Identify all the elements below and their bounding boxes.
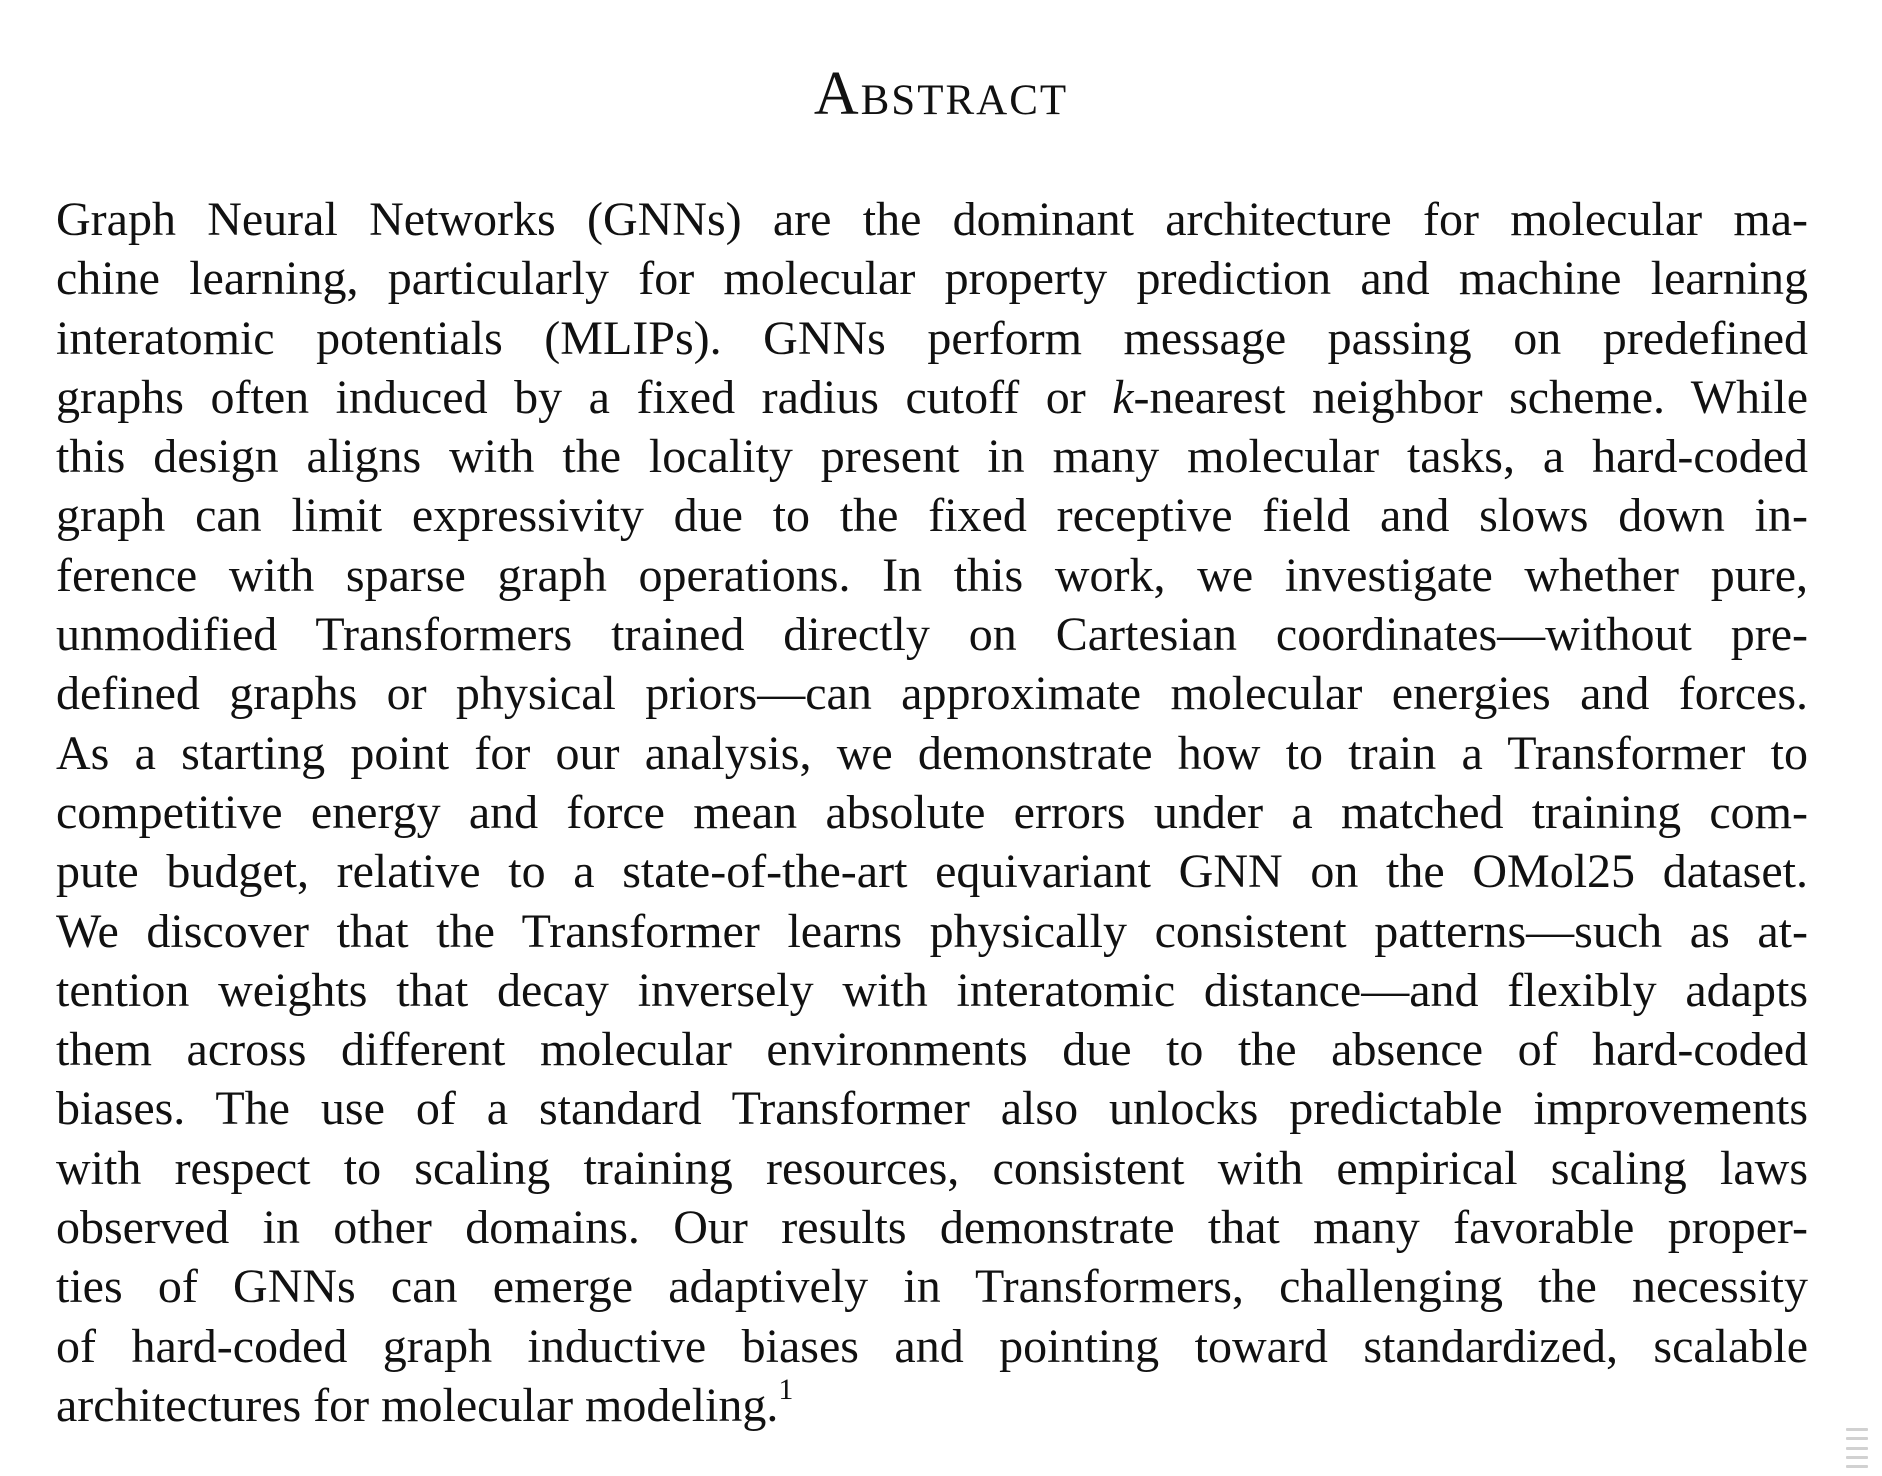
abstract-line-20: of hard-coded graph inductive biases and pointing toward standardized, scalable [56,1319,1808,1373]
abstract-line-10: As a starting point for our analysis, we demonstrate how to train a Transformer to [56,726,1808,780]
abstract-line-15: them across different molecular environments due to the absence of hard-coded [56,1023,1808,1077]
footnote-marker[interactable]: 1 [778,1372,794,1406]
abstract-line-21 [56,1372,1808,1435]
abstract-line-4-italic-k: k [1112,370,1134,424]
abstract-line-8: unmodified Transformers trained directly on Cartesian coordinates—without pre- [56,608,1808,662]
abstract-line-1: Graph Neural Networks (GNNs) are the dominant architecture for molecular ma- [56,193,1808,246]
abstract-line-3: interatomic potentials (MLIPs). GNNs perform message passing on predefined [56,311,1808,365]
abstract-line-11: competitive energy and force mean absolute errors under a matched training com- [56,785,1808,839]
abstract-line-2: chine learning, particularly for molecular property prediction and machine learning [56,252,1808,306]
abstract-body [56,190,1808,1435]
abstract-line-12: pute budget, relative to a state-of-the-art equivariant GNN on the OMol25 dataset. [56,845,1808,899]
resize-grip-icon [1846,1428,1868,1468]
abstract-line-16: biases. The use of a standard Transformer also unlocks predictable improvements [56,1082,1808,1136]
abstract-line-6: graph can limit expressivity due to the fixed receptive field and slows down in- [56,489,1808,543]
abstract-line-13: We discover that the Transformer learns physically consistent patterns—such as at- [56,904,1808,958]
abstract-heading: Abstract [813,60,1069,128]
abstract-line-18: observed in other domains. Our results demonstrate that many favorable proper- [56,1201,1808,1255]
abstract-line-4-tail: -nearest neighbor scheme. While [1133,370,1808,424]
abstract-line-5: this design aligns with the locality present in many molecular tasks, a hard-coded [56,430,1808,484]
abstract-line-21-text: architectures for molecular modeling. [56,1378,779,1432]
abstract-line-17: with respect to scaling training resources, consistent with empirical scaling laws [56,1141,1808,1195]
abstract-line-19: ties of GNNs can emerge adaptively in Transformers, challenging the necessity [56,1260,1808,1314]
abstract-line-4-head: graphs often induced by a fixed radius cutoff or [56,370,1113,424]
abstract-line-7: ference with sparse graph operations. In this work, we investigate whether pure, [56,548,1808,602]
abstract-line-9: defined graphs or physical priors—can approximate molecular energies and forces. [56,667,1808,721]
abstract-line-14: tention weights that decay inversely with interatomic distance—and flexibly adapts [56,963,1808,1017]
abstract-line-4 [56,368,1808,427]
